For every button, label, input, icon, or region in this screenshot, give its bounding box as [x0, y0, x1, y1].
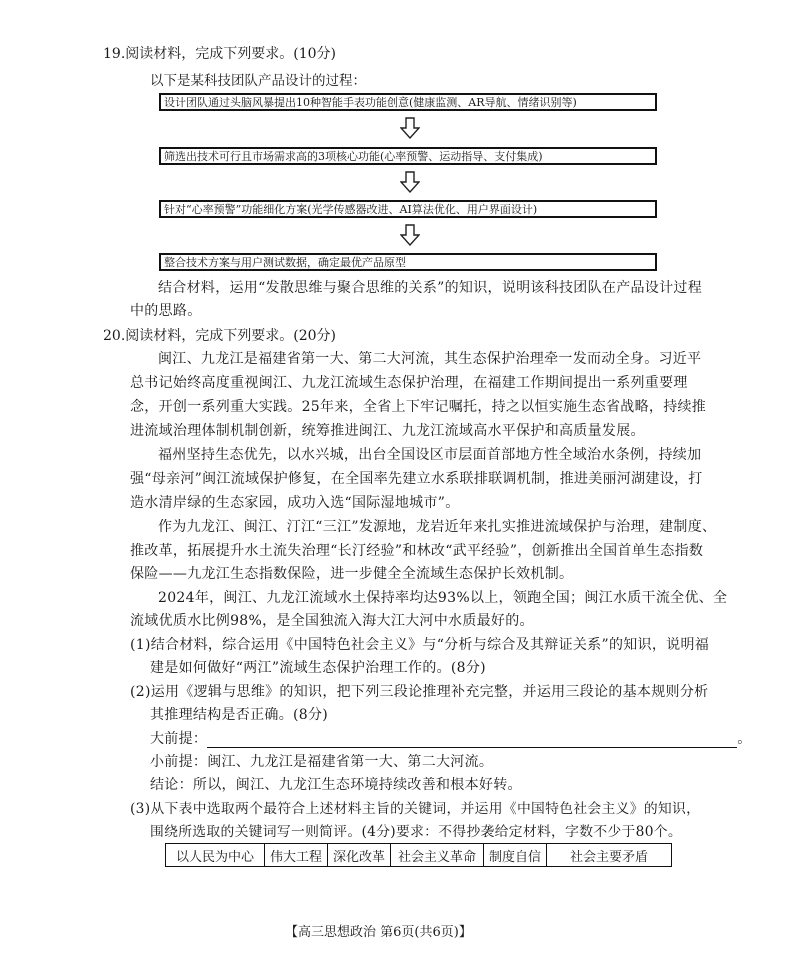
- keyword-cell: 社会主要矛盾: [547, 844, 672, 867]
- q20-para-line: 进流域治理体制机制创新，统筹推进闽江、九龙江流域高水平保护和高质量发展。: [130, 423, 645, 439]
- flow-step-3-text: 针对“心率预警”功能细化方案(光学传感器改进、AI算法优化、用户界面设计): [164, 203, 538, 216]
- q20-para-line: 总书记始终高度重视闽江、九龙江流域生态保护治理，在福建工作期间提出一系列重要理: [130, 375, 688, 391]
- q20-sub3-line1: (3)从下表中选取两个最符合上述材料主旨的关键词，并运用《中国特色社会主义》的知识，: [130, 801, 701, 817]
- down-arrow-icon: [400, 224, 420, 246]
- major-premise-label: 大前提：: [150, 731, 208, 747]
- conclusion: 结论：所以，闽江、九龙江生态环境持续改善和根本好转。: [150, 777, 522, 793]
- q20-para-line: 强“母亲河”闽江流域保护修复，在全国率先建立水系联排联调机制，推进美丽河湖建设，打: [130, 471, 703, 487]
- q20-title: 20.阅读材料，完成下列要求。(20分): [103, 328, 337, 344]
- q20-para-line: 2024年，闽江、九龙江流域水土保持率均达93%以上，领跑全国；闽江水质干流全优、全: [158, 590, 728, 606]
- q19-prompt-line2: 中的思路。: [130, 303, 202, 319]
- q19-intro: 以下是某科技团队产品设计的过程：: [150, 73, 366, 89]
- major-premise-end: 。: [737, 731, 752, 747]
- keyword-cell: 深化改革: [328, 844, 391, 867]
- q20-para-line: 推改革，拓展提升水土流失治理“长汀经验”和林改“武平经验”，创新推出全国首单生态指数: [130, 543, 704, 559]
- flow-step-2: [159, 147, 657, 165]
- minor-premise: 小前提：闽江、九龙江是福建省第一大、第二大河流。: [150, 754, 494, 770]
- q20-sub2-line2: 其推理结构是否正确。(8分): [150, 707, 329, 723]
- q20-para-line: 闽江、九龙江是福建省第一大、第二大河流，其生态保护治理牵一发而动全身。习近平: [158, 351, 702, 367]
- keyword-cell: 伟大工程: [265, 844, 328, 867]
- flow-step-3: [159, 200, 657, 218]
- flow-step-4: [159, 253, 657, 271]
- q20-para-line: 福州坚持生态优先，以水兴城，出台全国设区市层面首部地方性全域治水条例，持续加: [158, 447, 702, 463]
- keyword-cell: 制度自信: [484, 844, 547, 867]
- major-premise: [150, 728, 752, 748]
- flow-step-1-text: 设计团队通过头脑风暴提出10种智能手表功能创意(健康监测、AR导航、情绪识别等): [164, 96, 577, 109]
- q20-sub3-line2: 围绕所选取的关键词写一则简评。(4分)要求：不得抄袭给定材料，字数不少于80个。: [150, 824, 682, 840]
- flow-step-1: [159, 93, 657, 111]
- q20-para-line: 作为九龙江、闽江、汀江“三江”发源地，龙岩近年来扎实推进流域保护与治理，建制度、: [158, 519, 717, 535]
- q20-para-line: 造水清岸绿的生态家园，成功入选“国际湿地城市”。: [130, 495, 460, 511]
- keyword-cell: 社会主义革命: [391, 844, 484, 867]
- major-premise-blank[interactable]: [207, 733, 737, 748]
- q20-sub1-line1: (1)结合材料，综合运用《中国特色社会主义》与“分析与综合及其辩证关系”的知识，说明福: [130, 637, 710, 653]
- q19-prompt-line1: 结合材料，运用“发散思维与聚合思维的关系”的知识，说明该科技团队在产品设计过程: [158, 280, 703, 296]
- keyword-table: [165, 843, 672, 867]
- flow-step-4-text: 整合技术方案与用户测试数据，确定最优产品原型: [164, 256, 406, 269]
- q20-para-line: 流域优质水比例98%，是全国独流入海大江大河中水质最好的。: [130, 613, 534, 629]
- q20-sub1-line2: 建是如何做好“两江”流域生态保护治理工作的。(8分): [150, 660, 486, 676]
- q20-para-line: 保险——九龙江生态指数保险，进一步健全全流域生态保护长效机制。: [130, 566, 574, 582]
- keyword-cell: 以人民为中心: [166, 844, 265, 867]
- down-arrow-icon: [400, 117, 420, 139]
- flow-step-2-text: 筛选出技术可行且市场需求高的3项核心功能(心率预警、运动指导、支付集成): [164, 150, 543, 163]
- q20-para-line: 念，开创一系列重大实践。25年来，全省上下牢记嘱托，持之以恒实施生态省战略，持续推: [130, 399, 707, 415]
- page-footer: 【高三思想政治 第6页(共6页)】: [285, 925, 472, 940]
- down-arrow-icon: [400, 171, 420, 193]
- q20-sub2-line1: (2)运用《逻辑与思维》的知识，把下列三段论推理补充完整，并运用三段论的基本规则分析: [130, 684, 709, 700]
- keyword-row: [166, 844, 672, 867]
- q19-title: 19.阅读材料，完成下列要求。(10分): [103, 46, 337, 62]
